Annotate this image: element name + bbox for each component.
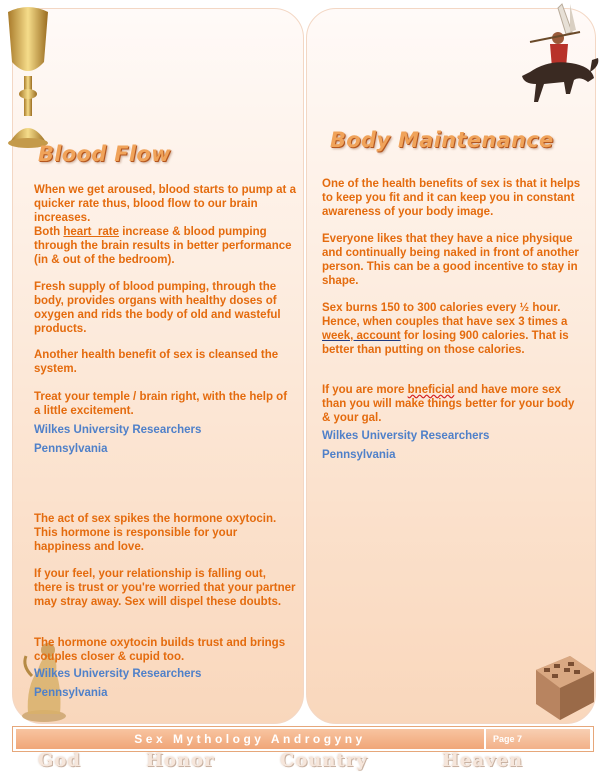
footer-title: Sex Mythology Androgyny (134, 732, 366, 746)
motto-heaven: Heaven (442, 750, 524, 771)
credit-location: Pennsylvania (34, 443, 108, 455)
oxytocin-paragraph-3: The hormone oxytocin builds trust and brings couples closer & cupid too. (34, 637, 286, 663)
blood-flow-paragraph-2: Fresh supply of blood pumping, through the body, provides organs with healthy doses of oxygen and rids the body of old and wasteful products. (34, 281, 281, 335)
credit-location: Pennsylvania (322, 449, 396, 461)
blood-flow-heading: Blood Flow (38, 142, 171, 166)
week-account-link[interactable]: week, account (322, 330, 401, 342)
blood-flow-paragraph-1: When we get aroused, blood starts to pump at a quicker rate thus, blood flow to our brain increases. Both heart_rate increase & blood pumping through the brain results in better performance (in & out of the bedroom). (34, 184, 296, 266)
misspelled-word: bneficial (407, 384, 455, 396)
page-number: Page 7 (493, 734, 523, 744)
motto-country: Country (280, 750, 368, 771)
goblet-icon (2, 2, 54, 152)
body-maintenance-paragraph-1: One of the health benefits of sex is that it helps to keep you fit and it can keep you in constant awareness of your body image. (322, 178, 581, 218)
heart-rate-link[interactable]: heart_rate (63, 226, 120, 238)
credit-researchers: Wilkes University Researchers (34, 668, 202, 680)
credit-location: Pennsylvania (34, 687, 108, 699)
body-maintenance-paragraph-2: Everyone likes that they have a nice physique and continually being naked in front of another person. This can be a good incentive to stay in shape. (322, 233, 579, 287)
horse-rider-icon (510, 2, 602, 132)
tablet-icon (530, 650, 598, 724)
motto-god: God (38, 750, 81, 771)
credit-researchers: Wilkes University Researchers (34, 424, 202, 436)
body-maintenance-heading: Body Maintenance (330, 128, 554, 152)
body-maintenance-paragraph-4: If you are more bneficial and have more sex than you will make things better for your body & your gal. (322, 384, 575, 424)
oxytocin-paragraph-2: If your feel, your relationship is falling out, there is trust or you're worried that your partner may stray away. Sex will dispel these doubts. (34, 568, 296, 608)
motto-honor: Honor (146, 750, 215, 771)
body-maintenance-paragraph-3: Sex burns 150 to 300 calories every ½ hour. Hence, when couples that have sex 3 times a week, account for losing 900 calories. That is better than putting on those calories. (322, 302, 569, 356)
blood-flow-paragraph-3: Another health benefit of sex is cleansed the system. (34, 349, 279, 375)
oxytocin-paragraph-1: The act of sex spikes the hormone oxytocin. This hormone is responsible for your happiness and love. (34, 513, 277, 553)
blood-flow-paragraph-4: Treat your temple / brain right, with the help of a little excitement. (34, 391, 288, 417)
credit-researchers: Wilkes University Researchers (322, 430, 490, 442)
